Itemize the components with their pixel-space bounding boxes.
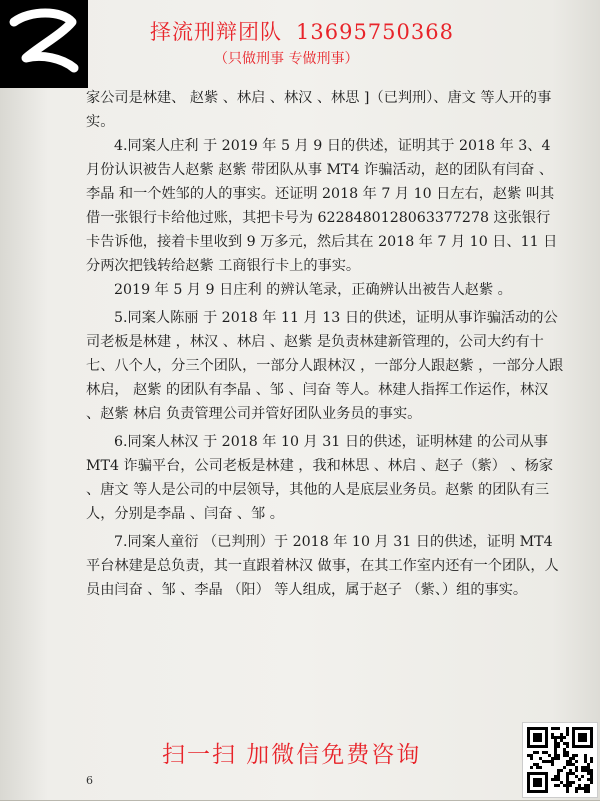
paragraph: 6.同案人林汉 于 2018 年 10 月 31 日的供述，证明林建 的公司从事 MT4 诈骗平台，公司老板是林建 ，我和林思 、林启 、赵子（紫） 、杨家 、唐文 等人是公司的中层领导，其他的人是底层业务员。赵紫 的团队有三人，分别是李晶 、闫奋 、邹 。	[86, 434, 558, 522]
header-slogan: （只做刑事 专做刑事）	[214, 51, 359, 67]
footer-call-to-action: 扫一扫 加微信免费咨询	[162, 742, 422, 768]
paragraph: 2019 年 5 月 9 日庄利 的辨认笔录，正确辨认出被告人赵紫 。	[114, 282, 512, 298]
header-title	[150, 16, 530, 46]
document-body	[86, 86, 564, 602]
team-name: 择流刑辩团队	[150, 20, 282, 44]
brand-logo-icon	[0, 0, 88, 88]
phone-number: 13695750368	[296, 20, 454, 44]
page-number: 6	[86, 774, 93, 787]
paragraph: 5.同案人陈丽 于 2018 年 11 月 13 日的供述，证明从事诈骗活动的公司老板是林建 ，林汉 、林启 、赵紫 是负责林建新管理的，公司大约有十七、八个人，分三个团队，一部分人跟林汉 ，一部分人跟赵紫 ，一部分人跟林启， 赵紫 的团队有李晶 、邹 、闫奋 等人。林建人指挥工作运作，林汉 、赵紫 林启 负责管理公司并管好团队业务员的事实。	[86, 310, 564, 422]
paragraph: 7.同案人童衍 （已判刑）于 2018 年 10 月 31 日的供述，证明 MT4 平台林建是总负责，其一直跟着林汉 做事，在其工作室内还有一个团队，人员由闫奋 、邹 、李晶 （阳） 等人组成，属于赵子 （紫、）组的事实。	[86, 534, 559, 598]
wechat-qr-code	[522, 722, 598, 798]
paragraph: 家公司是林建、 赵紫 、林启 、林汉 、林思 ]（已判刑）、唐文 等人开的事实。	[86, 90, 552, 130]
paragraph: 4.同案人庄利 于 2019 年 5 月 9 日的供述，证明其于 2018 年 3、4 月份认识被告人赵紫 赵紫 带团队从事 MT4 诈骗活动，赵的团队有闫奋 、李晶 和一个姓邹的人的事实。还证明 2018 年 7 月 10 日左右，赵紫 叫其借一张银行卡给他过账，其把卡号为 6228480128063377278 这张银行卡告诉他，接着卡里收到 9 万多元，然后其在 2018 年 7 月 10 日、11 日分两次把钱转给赵紫 工商银行卡上的事实。	[86, 138, 558, 274]
